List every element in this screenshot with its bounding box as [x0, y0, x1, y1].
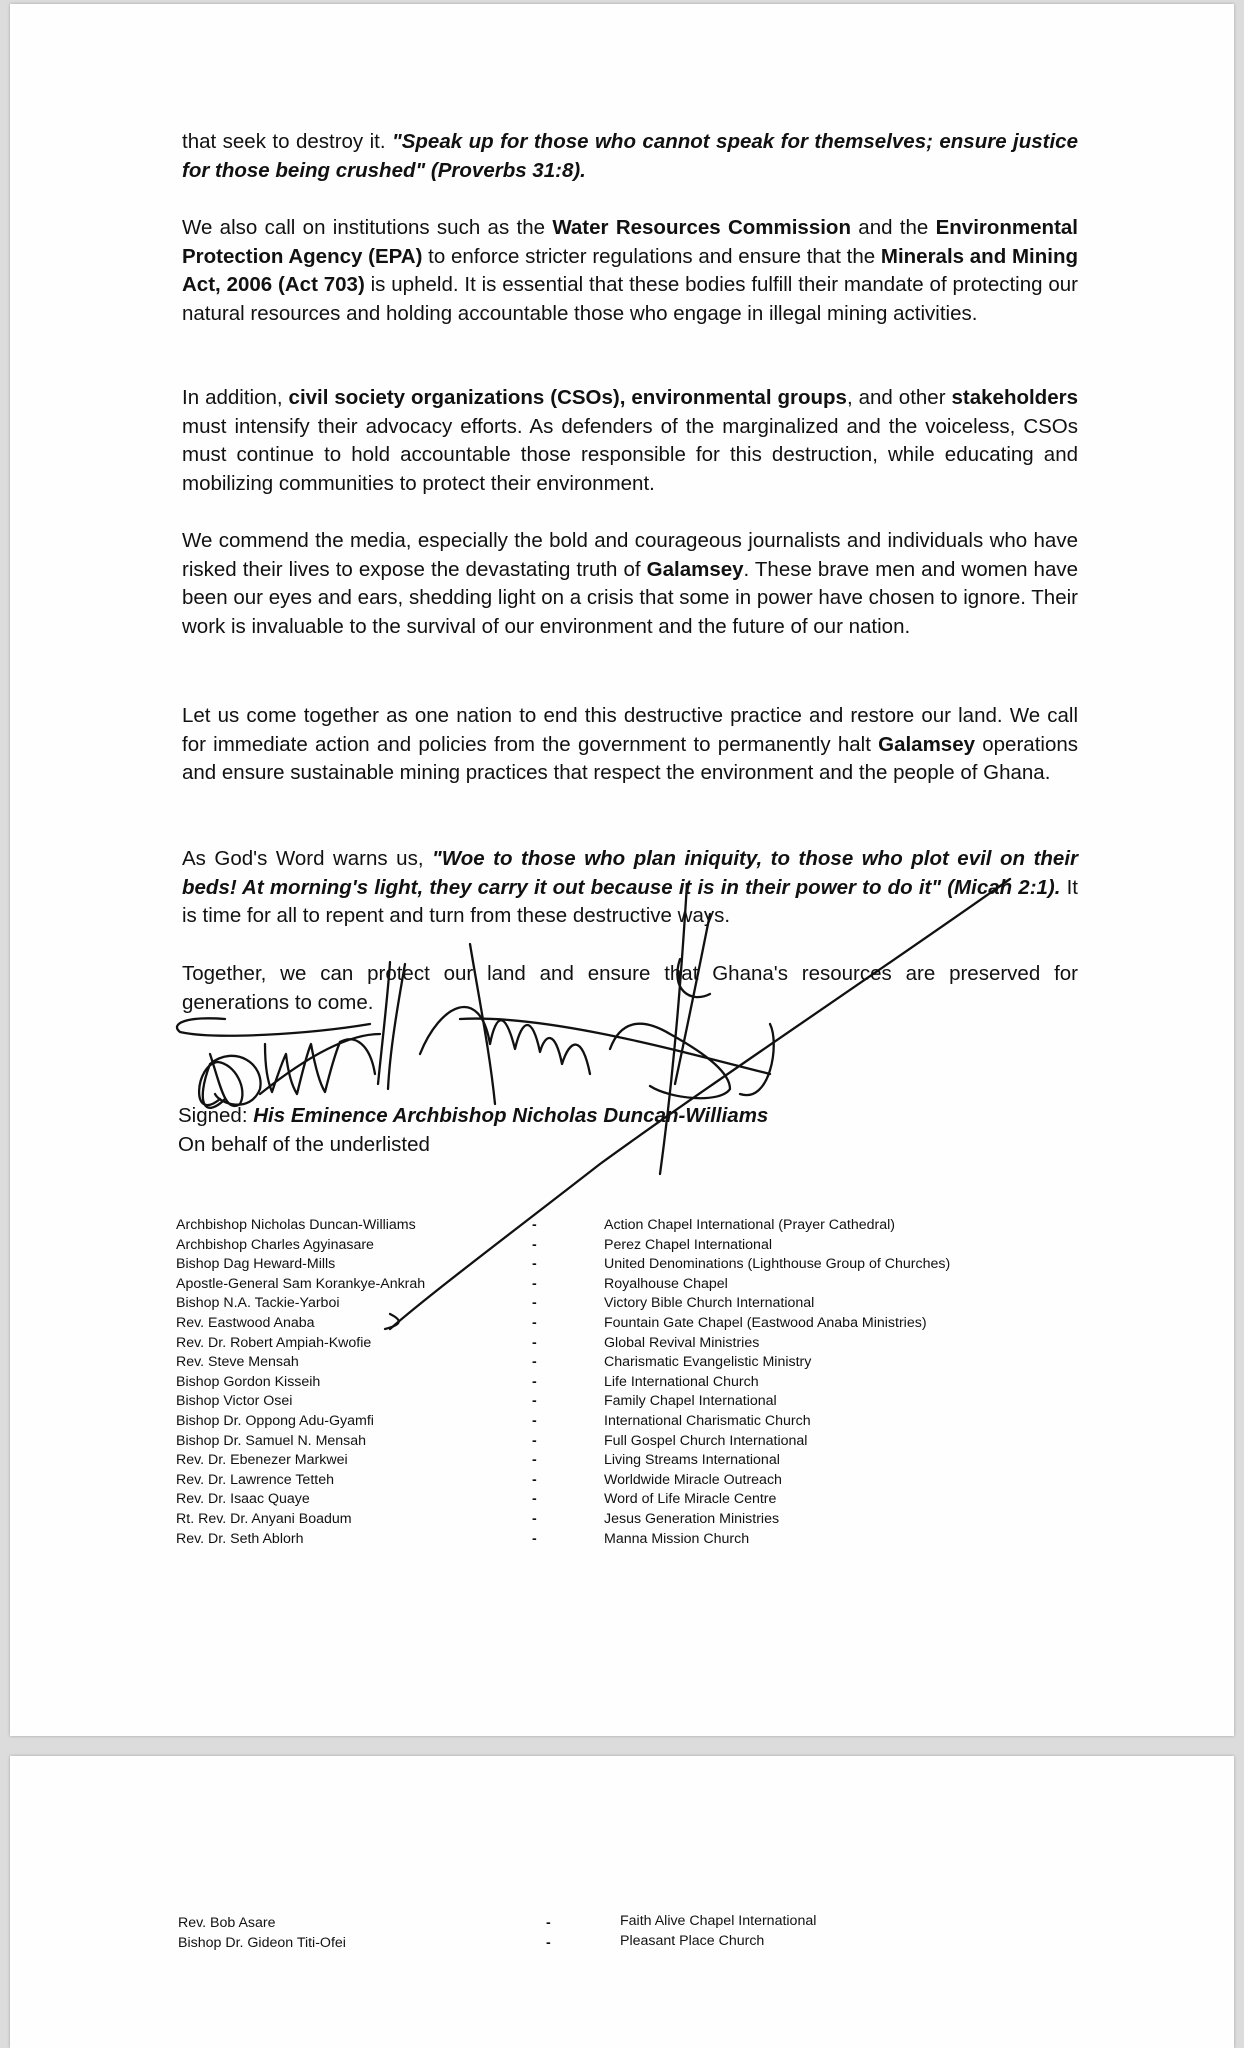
signatory-name: Apostle-General Sam Korankye-Ankrah — [176, 1275, 426, 1292]
church-name: Manna Mission Church — [604, 1530, 750, 1547]
signatory-name: His Eminence Archbishop Nicholas Duncan-Williams — [253, 1104, 769, 1127]
paragraph-text: to enforce stricter regulations and ensure that the — [422, 244, 881, 268]
signatory-name: Bishop N.A. Tackie-Yarboi — [176, 1295, 340, 1312]
separator-dash: - — [532, 1373, 537, 1390]
church-name: Global Revival Ministries — [604, 1334, 760, 1351]
signatory-name: Rt. Rev. Dr. Anyani Boadum — [176, 1510, 352, 1527]
separator-column — [532, 1216, 537, 1549]
separator-dash: - — [532, 1471, 537, 1488]
paragraph-csos — [182, 384, 1078, 498]
church-name: Living Streams International — [604, 1452, 780, 1469]
bold-text: stakeholders — [951, 386, 1078, 409]
signatory-name: Rev. Eastwood Anaba — [176, 1314, 315, 1331]
bold-text: Galamsey — [878, 732, 976, 756]
paragraph-text: We also call on institutions such as the — [182, 216, 553, 239]
church-name: Full Gospel Church International — [604, 1432, 808, 1449]
separator-dash: - — [532, 1412, 537, 1429]
paragraph-text: , and other — [846, 386, 952, 409]
signatory-name: Rev. Bob Asare — [178, 1915, 276, 1931]
signatory-name: Archbishop Charles Agyinasare — [176, 1236, 374, 1253]
bold-text: Water Resources Commission — [552, 216, 851, 239]
church-name: Charismatic Evangelistic Ministry — [604, 1354, 812, 1371]
separator-dash: - — [546, 1934, 551, 1951]
paragraph-text: In addition, — [182, 386, 289, 409]
signatory-name: Bishop Dr. Oppong Adu-Gyamfi — [176, 1412, 374, 1429]
separator-dash: - — [532, 1236, 537, 1253]
church-name: Perez Chapel International — [604, 1236, 772, 1253]
separator-dash: - — [532, 1295, 537, 1312]
separator-dash: - — [546, 1915, 551, 1931]
church-name: International Charismatic Church — [604, 1412, 811, 1429]
document-page-2 — [10, 1756, 1234, 2048]
paragraph-text: As God's Word warns us, — [182, 847, 433, 870]
paragraph-proverbs — [182, 128, 1078, 185]
church-name: Word of Life Miracle Centre — [604, 1491, 777, 1508]
church-name: Worldwide Miracle Outreach — [604, 1471, 782, 1488]
scripture-quote: "Woe to those who plan iniquity, to those who plot evil on their beds! At morning's light, they carry it out because it is in their power to do it" (Micah 2:1). — [182, 847, 1078, 899]
signatory-name: Bishop Dr. Samuel N. Mensah — [176, 1432, 367, 1449]
church-name: Jesus Generation Ministries — [604, 1510, 780, 1527]
church-name: Faith Alive Chapel International — [620, 1913, 817, 1929]
bold-text: Galamsey — [646, 557, 744, 581]
paragraph-text: We commend the media, especially the bold and courageous journalists and individuals who have risked their lives to expose the devastating truth of — [182, 529, 1078, 581]
separator-dash: - — [532, 1393, 537, 1410]
signatory-name: Bishop Gordon Kisseih — [176, 1373, 321, 1390]
document-page-1 — [10, 4, 1234, 1736]
bold-text: Environmental Protection Agency (EPA) — [182, 216, 1078, 268]
signatory-name: Rev. Steve Mensah — [176, 1354, 299, 1371]
signatory-name: Rev. Dr. Isaac Quaye — [176, 1491, 310, 1508]
paragraph-text: that seek to destroy it. — [182, 130, 393, 153]
signatory-name: Rev. Dr. Seth Ablorh — [176, 1530, 304, 1547]
separator-dash: - — [532, 1256, 537, 1273]
bold-text: Minerals and Mining Act, 2006 (Act 703) — [182, 244, 1078, 296]
paragraph-micah — [182, 845, 1078, 931]
church-name: Life International Church — [604, 1373, 759, 1390]
signatory-name: Rev. Dr. Lawrence Tetteh — [176, 1471, 334, 1488]
church-name: Family Chapel International — [604, 1393, 777, 1410]
paragraph-text: . These brave men and women have been our eyes and ears, shedding light on a crisis that some in power have chosen to ignore. Their work is invaluable to the survival of our environment and the future of our nation. — [182, 557, 1078, 638]
church-names-list — [604, 1216, 950, 1549]
signatory-name: Bishop Dag Heward-Mills — [176, 1256, 336, 1273]
separator-column — [546, 1914, 551, 1953]
paragraph-text: Let us come together as one nation to end this destructive practice and restore our land. We call for immediate action and policies from the government to permanently halt — [182, 704, 1078, 756]
bold-text: civil society organizations (CSOs), environmental groups — [288, 386, 847, 409]
signatory-names-list — [178, 1914, 346, 1953]
church-name: Pleasant Place Church — [620, 1932, 765, 1949]
separator-dash: - — [532, 1432, 537, 1449]
separator-dash: - — [532, 1314, 537, 1331]
paragraph-text: operations and ensure sustainable mining practices that respect the environment and the people of Ghana. — [182, 732, 1078, 784]
church-name: Fountain Gate Chapel (Eastwood Anaba Ministries) — [604, 1314, 927, 1331]
church-name: Victory Bible Church International — [604, 1295, 815, 1312]
signed-label: Signed: — [178, 1104, 254, 1127]
on-behalf-line: On behalf of the underlisted — [178, 1133, 430, 1156]
signatory-name: Archbishop Nicholas Duncan-Williams — [176, 1217, 416, 1233]
signatory-names-list — [176, 1216, 425, 1549]
church-name: Action Chapel International (Prayer Cathedral) — [604, 1217, 895, 1233]
paragraph-media — [182, 527, 1078, 641]
paragraph-together: Together, we can protect our land and ensure that Ghana's resources are preserved for generations to come. — [182, 962, 1078, 1014]
separator-dash: - — [532, 1510, 537, 1527]
church-name: Royalhouse Chapel — [604, 1275, 728, 1292]
scripture-quote: "Speak up for those who cannot speak for themselves; ensure justice for those being crushed" (Proverbs 31:8). — [182, 130, 1078, 182]
signatory-name: Bishop Victor Osei — [176, 1393, 293, 1410]
separator-dash: - — [532, 1334, 537, 1351]
signature-block — [178, 1101, 768, 1159]
signatory-name: Rev. Dr. Robert Ampiah-Kwofie — [176, 1334, 372, 1351]
paragraph-text: must intensify their advocacy efforts. As defenders of the marginalized and the voiceless, CSOs must continue to hold accountable those responsible for this destruction, while educating and mobilizing communities to protect their environment. — [182, 414, 1078, 495]
separator-dash: - — [532, 1530, 537, 1547]
paragraph-call-to-action — [182, 702, 1078, 788]
signatory-name: Bishop Dr. Gideon Titi-Ofei — [178, 1934, 346, 1951]
signatory-name: Rev. Dr. Ebenezer Markwei — [176, 1452, 348, 1469]
separator-dash: - — [532, 1354, 537, 1371]
paragraph-text: and the — [850, 216, 936, 239]
separator-dash: - — [532, 1452, 537, 1469]
separator-dash: - — [532, 1275, 537, 1292]
paragraph-institutions — [182, 214, 1078, 328]
paragraph-text: It is time for all to repent and turn from these destructive ways. — [182, 875, 1078, 927]
church-names-list — [620, 1912, 816, 1951]
church-name: United Denominations (Lighthouse Group of Churches) — [604, 1256, 951, 1273]
paragraph-text: is upheld. It is essential that these bodies fulfill their mandate of protecting our natural resources and holding accountable those who engage in illegal mining activities. — [182, 273, 1079, 325]
separator-dash: - — [532, 1217, 537, 1233]
separator-dash: - — [532, 1491, 537, 1508]
